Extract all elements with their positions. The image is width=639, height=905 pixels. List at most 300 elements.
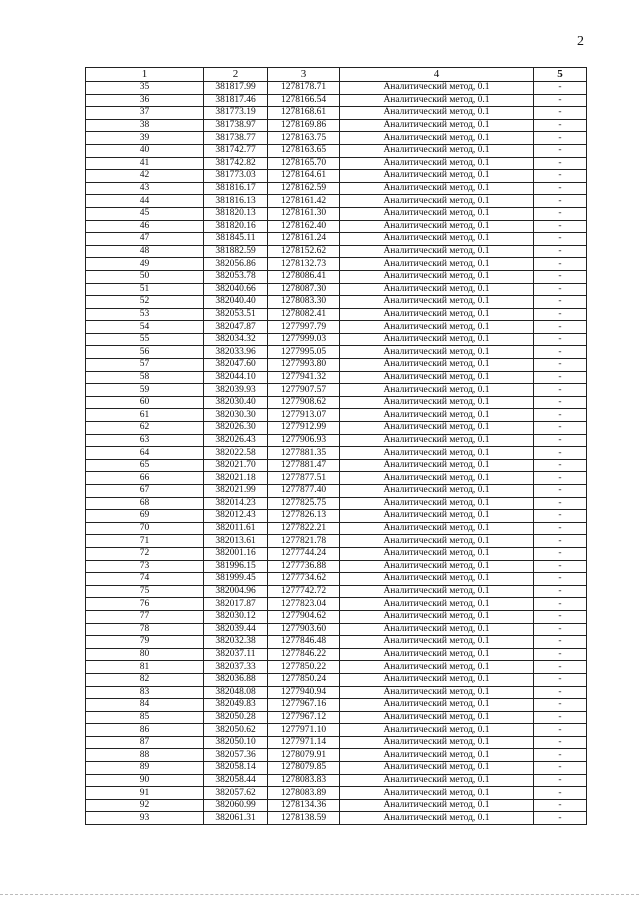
method-cell: Аналитический метод, 0.1 (340, 459, 534, 472)
table-row (86, 144, 587, 157)
y-coordinate-cell: 1277736.88 (268, 560, 340, 573)
method-cell: Аналитический метод, 0.1 (340, 170, 534, 183)
table-row (86, 384, 587, 397)
note-cell: - (534, 220, 587, 233)
y-coordinate-cell: 1278162.59 (268, 182, 340, 195)
x-coordinate-cell: 382030.30 (204, 409, 268, 422)
x-coordinate-cell: 382013.61 (204, 535, 268, 548)
table-row (86, 774, 587, 787)
point-number-cell: 53 (86, 308, 204, 321)
point-number-cell: 61 (86, 409, 204, 422)
method-cell: Аналитический метод, 0.1 (340, 598, 534, 611)
point-number-cell: 69 (86, 510, 204, 523)
method-cell: Аналитический метод, 0.1 (340, 333, 534, 346)
point-number-cell: 49 (86, 258, 204, 271)
note-cell: - (534, 396, 587, 409)
point-number-cell: 51 (86, 283, 204, 296)
y-coordinate-cell: 1277913.07 (268, 409, 340, 422)
header-col-5: 5 (534, 68, 587, 82)
x-coordinate-cell: 381996.15 (204, 560, 268, 573)
note-cell: - (534, 308, 587, 321)
table-row (86, 107, 587, 120)
method-cell: Аналитический метод, 0.1 (340, 245, 534, 258)
table-row (86, 736, 587, 749)
table-row (86, 459, 587, 472)
x-coordinate-cell: 382053.78 (204, 270, 268, 283)
method-cell: Аналитический метод, 0.1 (340, 321, 534, 334)
note-cell: - (534, 346, 587, 359)
y-coordinate-cell: 1277997.79 (268, 321, 340, 334)
method-cell: Аналитический метод, 0.1 (340, 648, 534, 661)
method-cell: Аналитический метод, 0.1 (340, 296, 534, 309)
x-coordinate-cell: 382036.88 (204, 673, 268, 686)
x-coordinate-cell: 382050.62 (204, 724, 268, 737)
x-coordinate-cell: 381816.13 (204, 195, 268, 208)
point-number-cell: 48 (86, 245, 204, 258)
y-coordinate-cell: 1277971.10 (268, 724, 340, 737)
y-coordinate-cell: 1277823.04 (268, 598, 340, 611)
x-coordinate-cell: 382034.32 (204, 333, 268, 346)
note-cell: - (534, 409, 587, 422)
x-coordinate-cell: 381820.13 (204, 207, 268, 220)
y-coordinate-cell: 1277907.57 (268, 384, 340, 397)
x-coordinate-cell: 382048.08 (204, 686, 268, 699)
note-cell: - (534, 699, 587, 712)
table-row (86, 82, 587, 95)
y-coordinate-cell: 1277825.75 (268, 497, 340, 510)
method-cell: Аналитический метод, 0.1 (340, 207, 534, 220)
note-cell: - (534, 636, 587, 649)
note-cell: - (534, 610, 587, 623)
method-cell: Аналитический метод, 0.1 (340, 308, 534, 321)
point-number-cell: 68 (86, 497, 204, 510)
point-number-cell: 70 (86, 522, 204, 535)
method-cell: Аналитический метод, 0.1 (340, 220, 534, 233)
table-row (86, 371, 587, 384)
note-cell: - (534, 82, 587, 95)
y-coordinate-cell: 1278132.73 (268, 258, 340, 271)
point-number-cell: 76 (86, 598, 204, 611)
method-cell: Аналитический метод, 0.1 (340, 144, 534, 157)
method-cell: Аналитический метод, 0.1 (340, 384, 534, 397)
x-coordinate-cell: 382017.87 (204, 598, 268, 611)
note-cell: - (534, 724, 587, 737)
point-number-cell: 35 (86, 82, 204, 95)
note-cell: - (534, 686, 587, 699)
x-coordinate-cell: 382022.58 (204, 447, 268, 460)
point-number-cell: 87 (86, 736, 204, 749)
x-coordinate-cell: 382039.93 (204, 384, 268, 397)
y-coordinate-cell: 1277999.03 (268, 333, 340, 346)
note-cell: - (534, 472, 587, 485)
point-number-cell: 92 (86, 799, 204, 812)
table-row (86, 94, 587, 107)
x-coordinate-cell: 382049.83 (204, 699, 268, 712)
y-coordinate-cell: 1277744.24 (268, 547, 340, 560)
method-cell: Аналитический метод, 0.1 (340, 636, 534, 649)
y-coordinate-cell: 1277822.21 (268, 522, 340, 535)
table-row (86, 321, 587, 334)
table-row (86, 762, 587, 775)
point-number-cell: 64 (86, 447, 204, 460)
method-cell: Аналитический метод, 0.1 (340, 522, 534, 535)
method-cell: Аналитический метод, 0.1 (340, 182, 534, 195)
method-cell: Аналитический метод, 0.1 (340, 673, 534, 686)
x-coordinate-cell: 382050.28 (204, 711, 268, 724)
point-number-cell: 38 (86, 119, 204, 132)
table-body (86, 82, 587, 825)
table-row (86, 585, 587, 598)
table-row (86, 270, 587, 283)
point-number-cell: 80 (86, 648, 204, 661)
note-cell: - (534, 648, 587, 661)
point-number-cell: 50 (86, 270, 204, 283)
point-number-cell: 60 (86, 396, 204, 409)
method-cell: Аналитический метод, 0.1 (340, 346, 534, 359)
coordinates-table (85, 67, 587, 825)
table-row (86, 157, 587, 170)
note-cell: - (534, 359, 587, 372)
x-coordinate-cell: 381738.97 (204, 119, 268, 132)
method-cell: Аналитический метод, 0.1 (340, 107, 534, 120)
method-cell: Аналитический метод, 0.1 (340, 396, 534, 409)
table-row (86, 535, 587, 548)
table-row (86, 636, 587, 649)
method-cell: Аналитический метод, 0.1 (340, 497, 534, 510)
x-coordinate-cell: 382037.11 (204, 648, 268, 661)
x-coordinate-cell: 382033.96 (204, 346, 268, 359)
table-row (86, 686, 587, 699)
x-coordinate-cell: 382050.10 (204, 736, 268, 749)
method-cell: Аналитический метод, 0.1 (340, 749, 534, 762)
method-cell: Аналитический метод, 0.1 (340, 573, 534, 586)
method-cell: Аналитический метод, 0.1 (340, 787, 534, 800)
x-coordinate-cell: 382030.40 (204, 396, 268, 409)
note-cell: - (534, 434, 587, 447)
point-number-cell: 84 (86, 699, 204, 712)
x-coordinate-cell: 382061.31 (204, 812, 268, 825)
table-row (86, 560, 587, 573)
method-cell: Аналитический метод, 0.1 (340, 585, 534, 598)
method-cell: Аналитический метод, 0.1 (340, 711, 534, 724)
x-coordinate-cell: 381845.11 (204, 233, 268, 246)
header-col-3: 3 (268, 68, 340, 82)
x-coordinate-cell: 382026.43 (204, 434, 268, 447)
x-coordinate-cell: 382058.14 (204, 762, 268, 775)
method-cell: Аналитический метод, 0.1 (340, 283, 534, 296)
method-cell: Аналитический метод, 0.1 (340, 485, 534, 498)
note-cell: - (534, 333, 587, 346)
table-row (86, 799, 587, 812)
method-cell: Аналитический метод, 0.1 (340, 535, 534, 548)
point-number-cell: 89 (86, 762, 204, 775)
y-coordinate-cell: 1278161.24 (268, 233, 340, 246)
method-cell: Аналитический метод, 0.1 (340, 409, 534, 422)
method-cell: Аналитический метод, 0.1 (340, 762, 534, 775)
x-coordinate-cell: 382053.51 (204, 308, 268, 321)
y-coordinate-cell: 1277941.32 (268, 371, 340, 384)
point-number-cell: 44 (86, 195, 204, 208)
table-row (86, 207, 587, 220)
y-coordinate-cell: 1278163.65 (268, 144, 340, 157)
method-cell: Аналитический метод, 0.1 (340, 610, 534, 623)
note-cell: - (534, 245, 587, 258)
note-cell: - (534, 812, 587, 825)
note-cell: - (534, 522, 587, 535)
header-col-4: 4 (340, 68, 534, 82)
point-number-cell: 65 (86, 459, 204, 472)
note-cell: - (534, 573, 587, 586)
method-cell: Аналитический метод, 0.1 (340, 270, 534, 283)
table-row (86, 510, 587, 523)
method-cell: Аналитический метод, 0.1 (340, 82, 534, 95)
y-coordinate-cell: 1277850.24 (268, 673, 340, 686)
method-cell: Аналитический метод, 0.1 (340, 812, 534, 825)
table-row (86, 258, 587, 271)
table-row (86, 485, 587, 498)
method-cell: Аналитический метод, 0.1 (340, 119, 534, 132)
table-row (86, 472, 587, 485)
point-number-cell: 91 (86, 787, 204, 800)
table-row (86, 447, 587, 460)
point-number-cell: 43 (86, 182, 204, 195)
x-coordinate-cell: 382021.18 (204, 472, 268, 485)
y-coordinate-cell: 1277940.94 (268, 686, 340, 699)
y-coordinate-cell: 1277846.22 (268, 648, 340, 661)
table-row (86, 497, 587, 510)
point-number-cell: 86 (86, 724, 204, 737)
table-row (86, 573, 587, 586)
method-cell: Аналитический метод, 0.1 (340, 258, 534, 271)
y-coordinate-cell: 1278163.75 (268, 132, 340, 145)
table-row (86, 233, 587, 246)
x-coordinate-cell: 382044.10 (204, 371, 268, 384)
point-number-cell: 81 (86, 661, 204, 674)
method-cell: Аналитический метод, 0.1 (340, 623, 534, 636)
point-number-cell: 83 (86, 686, 204, 699)
table-row (86, 623, 587, 636)
table-row (86, 170, 587, 183)
x-coordinate-cell: 382040.40 (204, 296, 268, 309)
table-header-row (86, 68, 587, 82)
method-cell: Аналитический метод, 0.1 (340, 233, 534, 246)
method-cell: Аналитический метод, 0.1 (340, 699, 534, 712)
method-cell: Аналитический метод, 0.1 (340, 736, 534, 749)
y-coordinate-cell: 1278169.86 (268, 119, 340, 132)
method-cell: Аналитический метод, 0.1 (340, 132, 534, 145)
table-row (86, 182, 587, 195)
point-number-cell: 41 (86, 157, 204, 170)
y-coordinate-cell: 1277821.78 (268, 535, 340, 548)
y-coordinate-cell: 1278138.59 (268, 812, 340, 825)
method-cell: Аналитический метод, 0.1 (340, 371, 534, 384)
x-coordinate-cell: 382021.70 (204, 459, 268, 472)
x-coordinate-cell: 382001.16 (204, 547, 268, 560)
y-coordinate-cell: 1277877.40 (268, 485, 340, 498)
y-coordinate-cell: 1278161.42 (268, 195, 340, 208)
note-cell: - (534, 749, 587, 762)
note-cell: - (534, 598, 587, 611)
point-number-cell: 56 (86, 346, 204, 359)
note-cell: - (534, 762, 587, 775)
table-row (86, 598, 587, 611)
method-cell: Аналитический метод, 0.1 (340, 799, 534, 812)
point-number-cell: 46 (86, 220, 204, 233)
note-cell: - (534, 560, 587, 573)
table-row (86, 422, 587, 435)
y-coordinate-cell: 1277877.51 (268, 472, 340, 485)
note-cell: - (534, 510, 587, 523)
table-row (86, 547, 587, 560)
note-cell: - (534, 422, 587, 435)
y-coordinate-cell: 1277881.47 (268, 459, 340, 472)
note-cell: - (534, 283, 587, 296)
point-number-cell: 85 (86, 711, 204, 724)
method-cell: Аналитический метод, 0.1 (340, 195, 534, 208)
point-number-cell: 79 (86, 636, 204, 649)
note-cell: - (534, 623, 587, 636)
note-cell: - (534, 774, 587, 787)
point-number-cell: 39 (86, 132, 204, 145)
x-coordinate-cell: 382039.44 (204, 623, 268, 636)
note-cell: - (534, 736, 587, 749)
note-cell: - (534, 535, 587, 548)
y-coordinate-cell: 1277995.05 (268, 346, 340, 359)
x-coordinate-cell: 382060.99 (204, 799, 268, 812)
y-coordinate-cell: 1277906.93 (268, 434, 340, 447)
point-number-cell: 73 (86, 560, 204, 573)
point-number-cell: 63 (86, 434, 204, 447)
x-coordinate-cell: 381817.46 (204, 94, 268, 107)
note-cell: - (534, 258, 587, 271)
method-cell: Аналитический метод, 0.1 (340, 560, 534, 573)
point-number-cell: 66 (86, 472, 204, 485)
table-row (86, 409, 587, 422)
note-cell: - (534, 799, 587, 812)
point-number-cell: 54 (86, 321, 204, 334)
x-coordinate-cell: 382047.87 (204, 321, 268, 334)
method-cell: Аналитический метод, 0.1 (340, 434, 534, 447)
point-number-cell: 42 (86, 170, 204, 183)
method-cell: Аналитический метод, 0.1 (340, 359, 534, 372)
x-coordinate-cell: 381773.03 (204, 170, 268, 183)
y-coordinate-cell: 1277826.13 (268, 510, 340, 523)
method-cell: Аналитический метод, 0.1 (340, 774, 534, 787)
note-cell: - (534, 233, 587, 246)
x-coordinate-cell: 382057.62 (204, 787, 268, 800)
point-number-cell: 88 (86, 749, 204, 762)
note-cell: - (534, 119, 587, 132)
note-cell: - (534, 371, 587, 384)
y-coordinate-cell: 1278165.70 (268, 157, 340, 170)
x-coordinate-cell: 381999.45 (204, 573, 268, 586)
x-coordinate-cell: 382056.86 (204, 258, 268, 271)
scan-edge-line (0, 894, 639, 895)
method-cell: Аналитический метод, 0.1 (340, 447, 534, 460)
y-coordinate-cell: 1277993.80 (268, 359, 340, 372)
header-col-2: 2 (204, 68, 268, 82)
table-row (86, 812, 587, 825)
point-number-cell: 59 (86, 384, 204, 397)
x-coordinate-cell: 382012.43 (204, 510, 268, 523)
y-coordinate-cell: 1278152.62 (268, 245, 340, 258)
table-row (86, 749, 587, 762)
note-cell: - (534, 296, 587, 309)
y-coordinate-cell: 1278082.41 (268, 308, 340, 321)
x-coordinate-cell: 381816.17 (204, 182, 268, 195)
y-coordinate-cell: 1277881.35 (268, 447, 340, 460)
y-coordinate-cell: 1278178.71 (268, 82, 340, 95)
x-coordinate-cell: 382026.30 (204, 422, 268, 435)
point-number-cell: 71 (86, 535, 204, 548)
y-coordinate-cell: 1278083.83 (268, 774, 340, 787)
method-cell: Аналитический метод, 0.1 (340, 661, 534, 674)
y-coordinate-cell: 1278079.85 (268, 762, 340, 775)
x-coordinate-cell: 382047.60 (204, 359, 268, 372)
y-coordinate-cell: 1277967.12 (268, 711, 340, 724)
method-cell: Аналитический метод, 0.1 (340, 94, 534, 107)
x-coordinate-cell: 381817.99 (204, 82, 268, 95)
x-coordinate-cell: 382037.33 (204, 661, 268, 674)
note-cell: - (534, 94, 587, 107)
table-row (86, 661, 587, 674)
x-coordinate-cell: 382058.44 (204, 774, 268, 787)
y-coordinate-cell: 1277846.48 (268, 636, 340, 649)
table-row (86, 711, 587, 724)
note-cell: - (534, 384, 587, 397)
note-cell: - (534, 207, 587, 220)
table-row (86, 119, 587, 132)
point-number-cell: 58 (86, 371, 204, 384)
y-coordinate-cell: 1278162.40 (268, 220, 340, 233)
y-coordinate-cell: 1277903.60 (268, 623, 340, 636)
method-cell: Аналитический метод, 0.1 (340, 724, 534, 737)
note-cell: - (534, 195, 587, 208)
note-cell: - (534, 547, 587, 560)
note-cell: - (534, 711, 587, 724)
note-cell: - (534, 170, 587, 183)
table-row (86, 195, 587, 208)
x-coordinate-cell: 382004.96 (204, 585, 268, 598)
point-number-cell: 67 (86, 485, 204, 498)
y-coordinate-cell: 1278161.30 (268, 207, 340, 220)
note-cell: - (534, 144, 587, 157)
table-row (86, 434, 587, 447)
table-row (86, 245, 587, 258)
note-cell: - (534, 182, 587, 195)
x-coordinate-cell: 382030.12 (204, 610, 268, 623)
note-cell: - (534, 787, 587, 800)
y-coordinate-cell: 1278086.41 (268, 270, 340, 283)
x-coordinate-cell: 381738.77 (204, 132, 268, 145)
x-coordinate-cell: 381820.16 (204, 220, 268, 233)
table-row (86, 610, 587, 623)
note-cell: - (534, 459, 587, 472)
y-coordinate-cell: 1278166.54 (268, 94, 340, 107)
table-row (86, 296, 587, 309)
table-row (86, 359, 587, 372)
point-number-cell: 77 (86, 610, 204, 623)
y-coordinate-cell: 1278168.61 (268, 107, 340, 120)
y-coordinate-cell: 1278083.89 (268, 787, 340, 800)
table-row (86, 346, 587, 359)
point-number-cell: 72 (86, 547, 204, 560)
point-number-cell: 55 (86, 333, 204, 346)
note-cell: - (534, 447, 587, 460)
table-row (86, 283, 587, 296)
table-row (86, 396, 587, 409)
note-cell: - (534, 673, 587, 686)
